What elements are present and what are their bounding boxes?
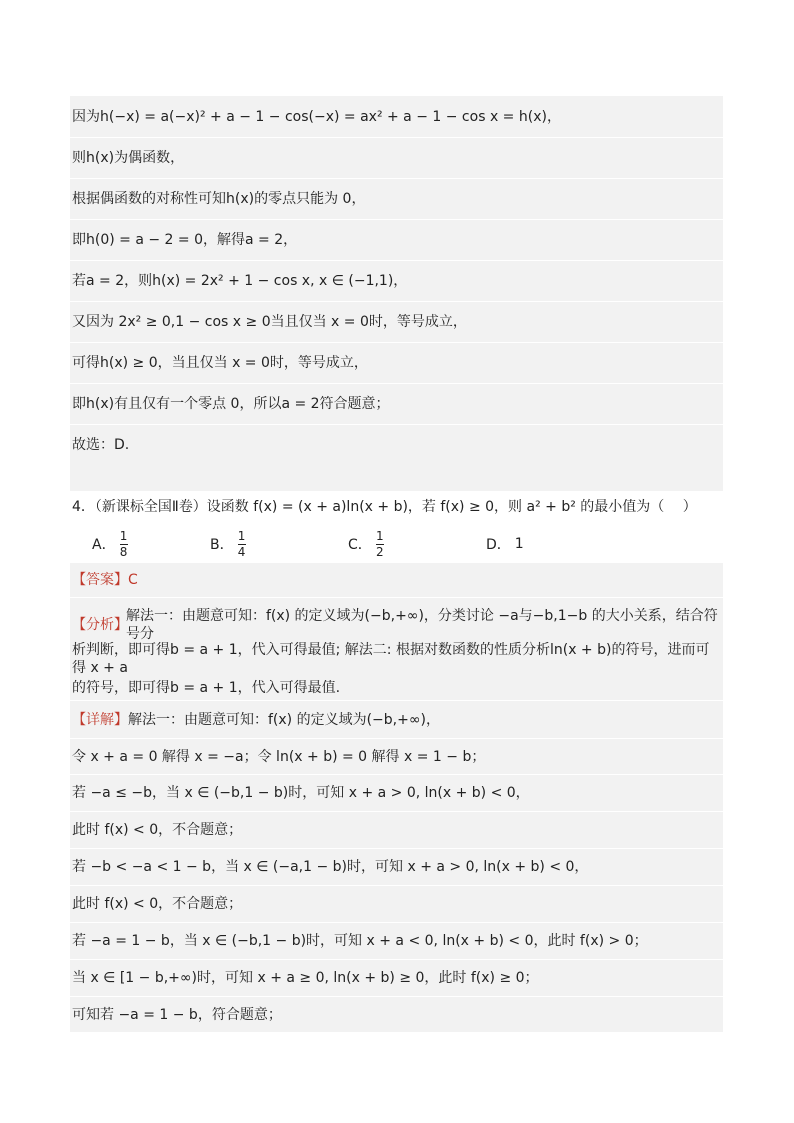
answer-tag: 【答案】 [72,572,128,588]
option-b-label: B． [210,537,234,553]
solution-block-q4 [70,563,723,1032]
option-a [92,528,128,560]
detail-line: 若 −a = 1 − b，当 x ∈ (−b,1 − b)时，可知 x + a < 0, ln(x + b) < 0，此时 f(x) > 0； [70,922,723,959]
answer-value: C [128,572,138,588]
option-c [348,528,384,560]
option-a-label: A． [92,537,116,553]
option-d [486,528,524,560]
detail-line: 此时 f(x) < 0，不合题意； [70,811,723,848]
detail-line: 【详解】 解法一：由题意可知：f(x) 的定义域为(−b,+∞)， [70,700,723,738]
detail-line: 若 −a ≤ −b，当 x ∈ (−b,1 − b)时，可知 x + a > 0, ln(x + b) < 0， [70,774,723,811]
question-4-stem: 4．（新课标全国Ⅱ卷）设函数 f(x) = (x + a)ln(x + b)，若 f(x) ≥ 0，则 a² + b² 的最小值为（ ） [72,499,697,515]
option-b-fraction: $\frac{1}{4}$ [237,528,246,559]
analysis-tag: 【分析】 [72,617,128,633]
answer-line [70,563,723,597]
option-c-fraction: $\frac{1}{2}$ [375,528,384,559]
detail-line: 若 −b < −a < 1 − b，当 x ∈ (−a,1 − b)时，可知 x + a > 0, ln(x + b) < 0， [70,848,723,885]
detail-tag: 【详解】 [72,711,128,728]
option-d-value: 1 [514,536,524,552]
answer-options [92,528,692,560]
solution-line: 即h(0) = a − 2 = 0，解得a = 2， [70,219,723,260]
detail-line: 此时 f(x) < 0，不合题意； [70,885,723,922]
detail-line: 可知若 −a = 1 − b，符合题意； [70,996,723,1032]
solution-line: 可得h(x) ≥ 0，当且仅当 x = 0时，等号成立， [70,342,723,383]
solution-line: 根据偶函数的对称性可知h(x)的零点只能为 0， [70,178,723,219]
solution-line: 若a = 2，则h(x) = 2x² + 1 − cos x, x ∈ (−1,1)， [70,260,723,301]
solution-line: 则h(x)为偶函数， [70,137,723,178]
option-b [210,528,246,560]
solution-line: 即h(x)有且仅有一个零点 0，所以a = 2符合题意； [70,383,723,424]
solution-line: 因为h(−x) = a(−x)² + a − 1 − cos(−x) = ax² + a − 1 − cos x = h(x)， [72,108,561,125]
analysis-paragraph: 【分析】 解法一：由题意可知：f(x) 的定义域为(−b,+∞)，分类讨论 −a与−b,1−b 的大小关系，结合符号分 析判断，即可得b = a + 1，代入可得最值; 解法二: 根据对数函数的性质分析ln(x + b)的符号，进而可得 x + a 的符号，即可得b = a + 1，代入可得最值. [70,597,723,700]
option-d-label: D． [486,537,511,553]
detail-line: 当 x ∈ [1 − b,+∞)时，可知 x + a ≥ 0, ln(x + b) ≥ 0，此时 f(x) ≥ 0； [70,959,723,996]
option-a-fraction: $\frac{1}{8}$ [119,528,128,559]
solution-line: 又因为 2x² ≥ 0,1 − cos x ≥ 0当且仅当 x = 0时，等号成立， [70,301,723,342]
solution-block-previous [70,96,723,491]
option-c-label: C． [348,537,372,553]
final-choice-line: 故选：D. [70,424,723,465]
detail-line: 令 x + a = 0 解得 x = −a；令 ln(x + b) = 0 解得 x = 1 − b； [70,738,723,774]
